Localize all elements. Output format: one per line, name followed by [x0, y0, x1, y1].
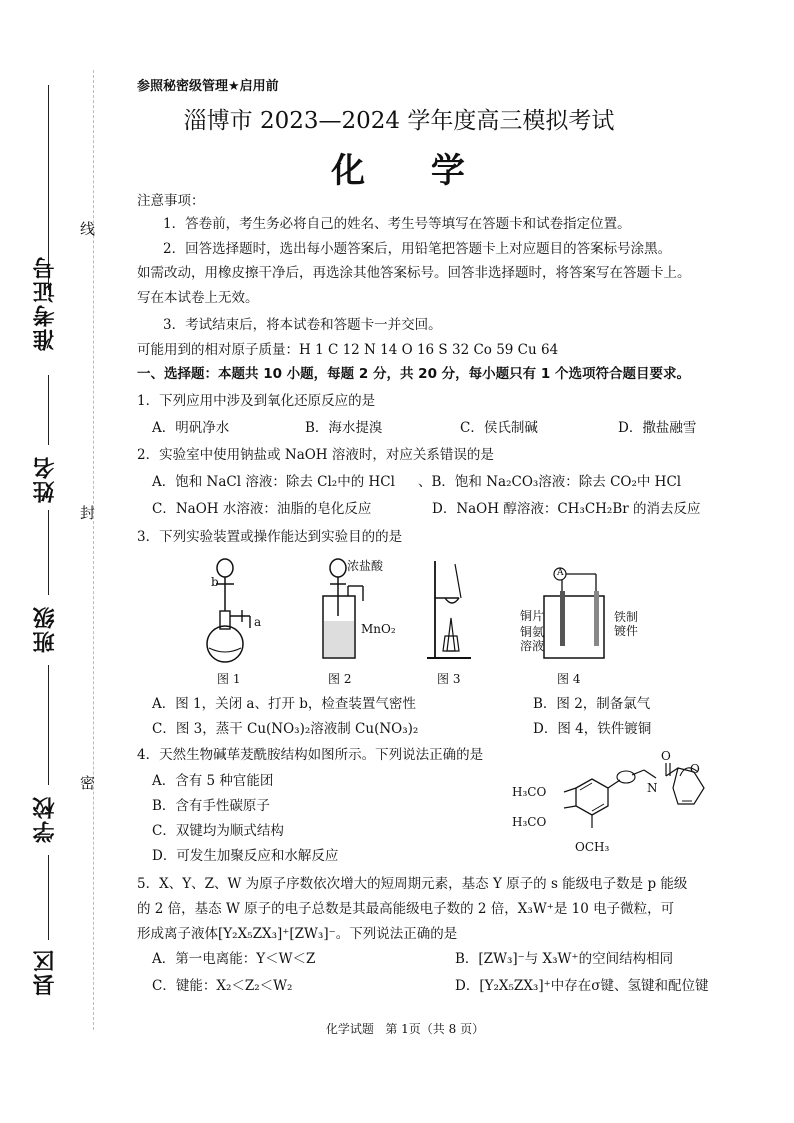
q3-stem: 3．下列实验装置或操作能达到实验目的的是 — [137, 529, 403, 545]
q1-option-b: B．海水提溴 — [305, 420, 383, 436]
fig4-caption: 图 4 — [557, 672, 581, 686]
fig2-mark-mno2: MnO₂ — [361, 622, 396, 636]
q3-option-d: D．图 4，铁件镀铜 — [533, 721, 652, 737]
fig4-mark-iron: 铁制镀件 — [614, 610, 639, 638]
side-line-2 — [48, 375, 49, 445]
q2-option-d: D．NaOH 醇溶液：CH₃CH₂Br 的消去反应 — [432, 501, 701, 517]
side-line-4 — [48, 665, 49, 785]
q4-stem: 4．天然生物碱荜茇酰胺结构如图所示。下列说法正确的是 — [137, 747, 484, 763]
fig1-mark-b: b — [211, 575, 219, 589]
notice-item-2: 2．回答选择题时，选出每小题答案后，用铅笔把答题卡上对应题目的答案标号涂黑。 — [163, 241, 672, 257]
field-name: 姓名 — [33, 455, 58, 503]
q4-molecule-structure — [508, 758, 718, 858]
q4-label-och3-mid: H₃CO — [512, 815, 547, 829]
q1-option-a: A．明矾净水 — [152, 420, 230, 436]
fig1-mark-a: a — [254, 615, 262, 629]
q1-option-d: D．撒盐融雪 — [618, 420, 697, 436]
q4-option-a: A．含有 5 种官能团 — [152, 773, 274, 789]
side-line-3 — [48, 510, 49, 595]
secret-note: 参照秘密级管理★启用前 — [137, 79, 279, 94]
exam-title: 淄博市 2023—2024 学年度高三模拟考试 — [183, 108, 615, 134]
subject-title: 化 学 — [331, 151, 479, 191]
q2-option-a: A．饱和 NaCl 溶液：除去 Cl₂中的 HCl — [152, 474, 395, 490]
atomic-mass: 可能用到的相对原子质量：H 1 C 12 N 14 O 16 S 32 Co 59 Cu 64 — [137, 342, 559, 358]
q4-label-carbonyl-o: O — [661, 749, 671, 763]
field-exam-number: 准考证号 — [33, 255, 58, 351]
q2-option-b: 、B．饱和 Na₂CO₃溶液：除去 CO₂中 HCl — [418, 474, 682, 490]
q4-option-b: B．含有手性碳原子 — [152, 798, 270, 814]
binding-secret-char: 密 — [80, 774, 96, 792]
q3-option-b: B．图 2，制备氯气 — [533, 696, 651, 712]
figure-1-apparatus — [200, 556, 270, 666]
notice-item-2-end: 写在本试卷上无效。 — [137, 290, 259, 306]
notice-item-3: 3．考试结束后，将本试卷和答题卡一并交回。 — [163, 317, 442, 333]
fig2-mark-hcl: 浓盐酸 — [347, 559, 384, 573]
field-school: 学校 — [33, 795, 58, 843]
q1-stem: 1．下列应用中涉及到氧化还原反应的是 — [137, 393, 376, 409]
q5-option-b: B．[ZW₃]⁻与 X₃W⁺的空间结构相同 — [455, 951, 674, 967]
field-district: 县区 — [33, 948, 58, 996]
fig2-caption: 图 2 — [328, 672, 352, 686]
binding-seal-char: 封 — [80, 504, 96, 522]
q4-label-och3-top: H₃CO — [512, 785, 547, 799]
q3-option-a: A．图 1，关闭 a、打开 b，检查装置气密性 — [152, 696, 416, 712]
q5-line-2: 的 2 倍，基态 W 原子的电子总数是其最高能级电子数的 2 倍，X₃W⁺是 10 电子微粒，可 — [137, 901, 675, 917]
q5-option-c: C．键能：X₂＜Z₂＜W₂ — [152, 978, 293, 994]
binding-line-char: 线 — [80, 220, 96, 238]
fig4-mark-ammeter: A — [557, 568, 564, 578]
q5-option-a: A．第一电离能：Y＜W＜Z — [152, 951, 316, 967]
section-1-heading: 一、选择题：本题共 10 小题，每题 2 分，共 20 分，每小题只有 1 个选项符合题目要求。 — [137, 366, 690, 382]
notice-item-1: 1．答卷前，考生务必将自己的姓名、考生号等填写在答题卡和试卷指定位置。 — [163, 216, 631, 232]
fig4-mark-solution: 铜氨溶液 — [520, 625, 545, 653]
q1-option-c: C．侯氏制碱 — [460, 420, 538, 436]
fig4-mark-copper: 铜片 — [520, 609, 545, 623]
q5-option-d: D．[Y₂X₅ZX₃]⁺中存在σ键、氢键和配位键 — [455, 978, 709, 994]
q3-option-c: C．图 3，蒸干 Cu(NO₃)₂溶液制 Cu(NO₃)₂ — [152, 721, 419, 737]
q2-stem: 2．实验室中使用钠盐或 NaOH 溶液时，对应关系错误的是 — [137, 447, 494, 463]
q4-label-och3-bottom: OCH₃ — [575, 840, 610, 854]
notice-heading: 注意事项： — [137, 193, 205, 209]
q4-label-ring-o: O — [690, 762, 700, 776]
field-class: 班级 — [33, 605, 58, 653]
figure-3-apparatus — [425, 556, 475, 666]
q4-option-c: C．双键均为顺式结构 — [152, 823, 284, 839]
binding-dashed-line — [93, 70, 94, 1030]
q4-label-n: N — [647, 781, 658, 795]
side-line-5 — [48, 855, 49, 940]
notice-item-2-cont: 如需改动，用橡皮擦干净后，再选涂其他答案标号。回答非选择题时，将答案写在答题卡上。 — [137, 265, 691, 281]
q2-option-c: C．NaOH 水溶液：油脂的皂化反应 — [152, 501, 372, 517]
q5-line-1: 5．X、Y、Z、W 为原子序数依次增大的短周期元素，基态 Y 原子的 s 能级电子数是 p 能级 — [137, 876, 688, 892]
q4-option-d: D．可发生加聚反应和水解反应 — [152, 848, 339, 864]
page-footer: 化学试题 第 1页（共 8 页） — [325, 1022, 485, 1036]
figure-4-apparatus — [540, 566, 610, 666]
fig3-caption: 图 3 — [437, 672, 461, 686]
fig1-caption: 图 1 — [217, 672, 241, 686]
q5-line-3: 形成离子液体[Y₂X₅ZX₃]⁺[ZW₃]⁻。下列说法正确的是 — [137, 926, 458, 942]
